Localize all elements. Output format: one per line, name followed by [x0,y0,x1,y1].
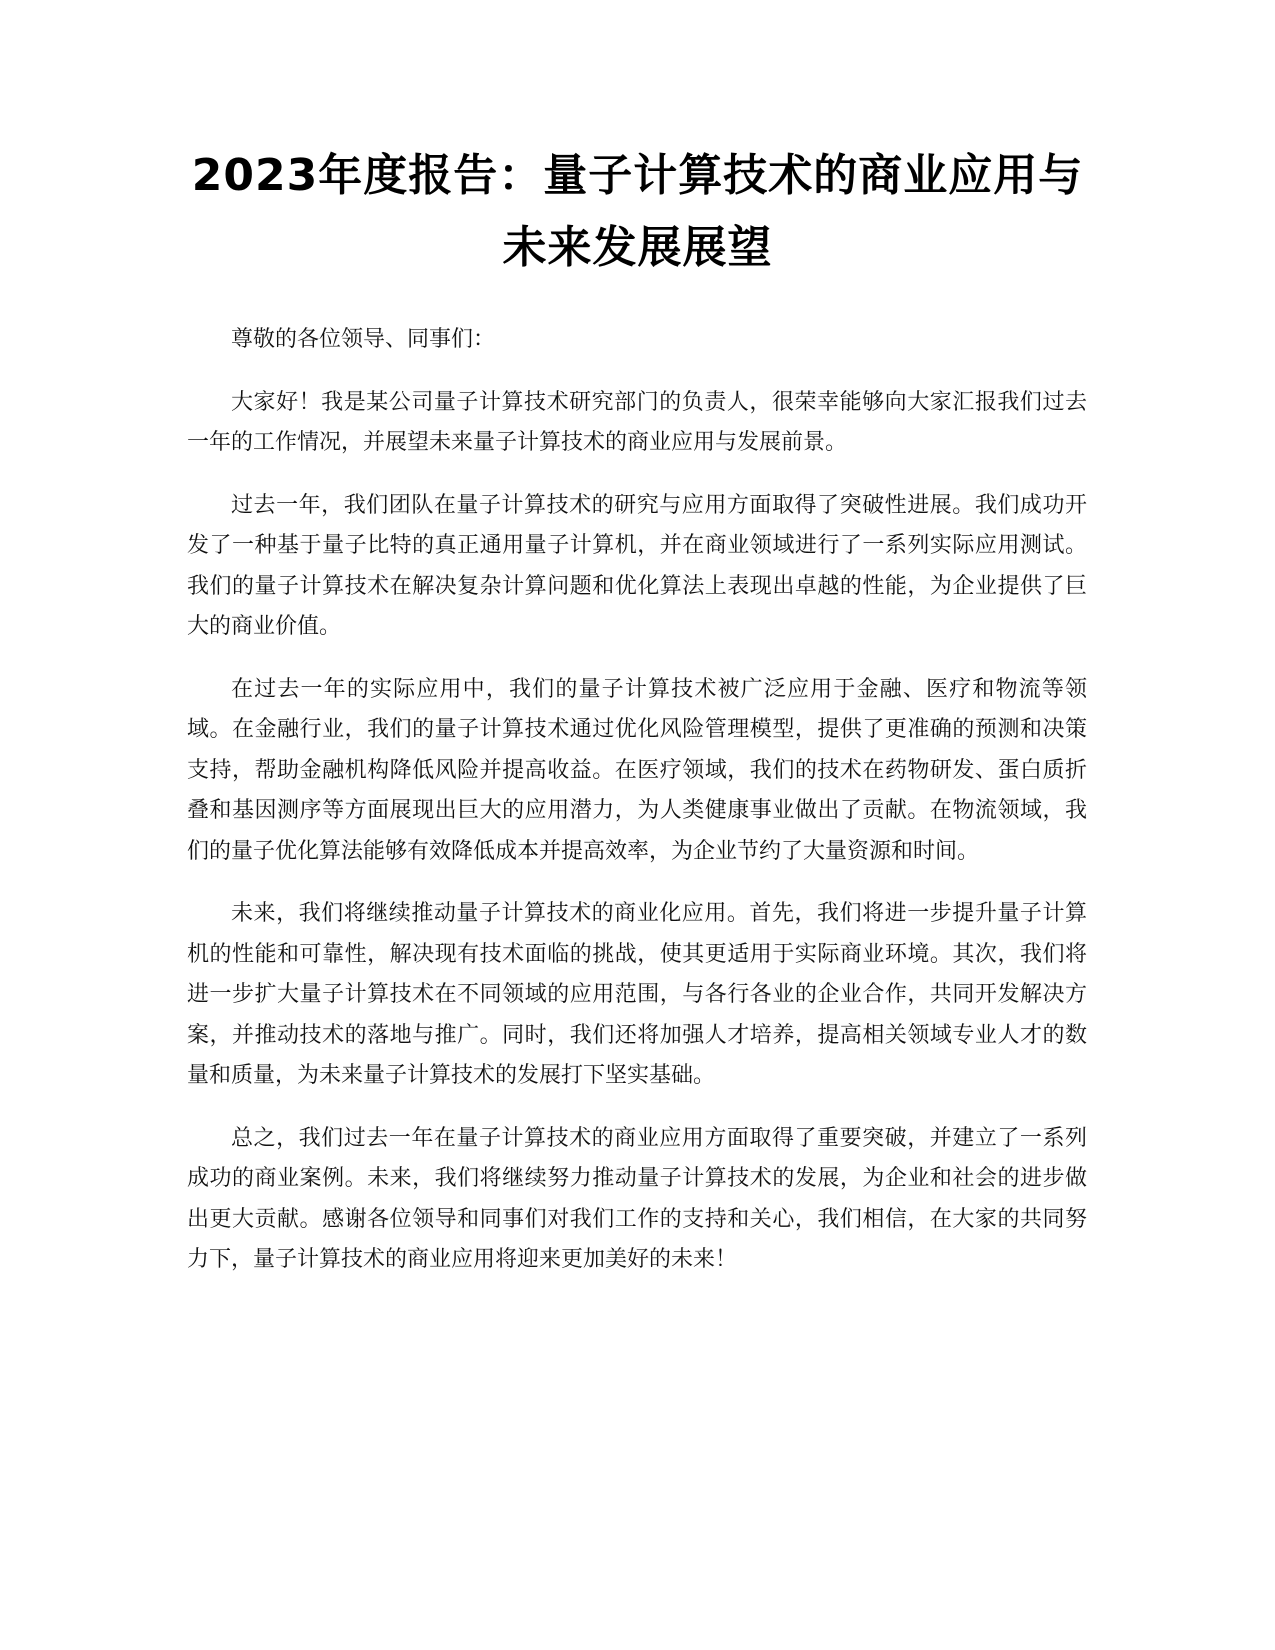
intro-paragraph: 大家好！我是某公司量子计算技术研究部门的负责人，很荣幸能够向大家汇报我们过去一年的工作情况，并展望未来量子计算技术的商业应用与发展前景。 [187,389,1087,455]
title-line-2: 未来发展展望 [502,222,773,273]
applications-paragraph: 在过去一年的实际应用中，我们的量子计算技术被广泛应用于金融、医疗和物流等领域。在金融行业，我们的量子计算技术通过优化风险管理模型，提供了更准确的预测和决策支持，帮助金融机构降低风险并提高收益。在医疗领域，我们的技术在药物研发、蛋白质折叠和基因测序等方面展现出巨大的应用潜力，为人类健康事业做出了贡献。在物流领域，我们的量子优化算法能够有效降低成本并提高效率，为企业节约了大量资源和时间。 [187,676,1087,864]
salutation-paragraph: 尊敬的各位领导、同事们： [231,327,496,352]
progress-paragraph: 过去一年，我们团队在量子计算技术的研究与应用方面取得了突破性进展。我们成功开发了一种基于量子比特的真正通用量子计算机，并在商业领域进行了一系列实际应用测试。我们的量子计算技术在解决复杂计算问题和优化算法上表现出卓越的性能，为企业提供了巨大的商业价值。 [187,492,1087,639]
document-title [150,140,1125,284]
future-paragraph: 未来，我们将继续推动量子计算技术的商业化应用。首先，我们将进一步提升量子计算机的性能和可靠性，解决现有技术面临的挑战，使其更适用于实际商业环境。其次，我们将进一步扩大量子计算技术在不同领域的应用范围，与各行各业的企业合作，共同开发解决方案，并推动技术的落地与推广。同时，我们还将加强人才培养，提高相关领域专业人才的数量和质量，为未来量子计算技术的发展打下坚实基础。 [187,901,1087,1088]
conclusion-paragraph: 总之，我们过去一年在量子计算技术的商业应用方面取得了重要突破，并建立了一系列成功的商业案例。未来，我们将继续努力推动量子计算技术的发展，为企业和社会的进步做出更大贡献。感谢各位领导和同事们对我们工作的支持和关心，我们相信，在大家的共同努力下，量子计算技术的商业应用将迎来更加美好的未来！ [187,1125,1087,1272]
title-line-1: 2023年度报告：量子计算技术的商业应用与 [191,150,1084,201]
document-body [187,320,1087,1303]
